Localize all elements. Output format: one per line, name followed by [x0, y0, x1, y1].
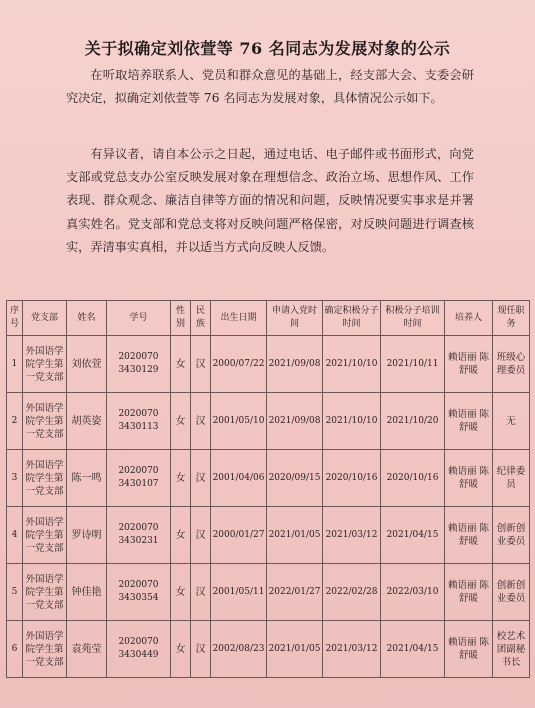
header-trainer: 培养人 [445, 301, 493, 336]
cell-trainer: 赖语丽 陈舒暖 [445, 450, 493, 507]
cell-apply: 2021/01/05 [267, 507, 323, 564]
cell-name: 陈一鸣 [67, 450, 107, 507]
cell-student-id: 2020070 3430113 [107, 393, 171, 450]
notice-title: 关于拟确定刘依萱等 76 名同志为发展对象的公示 [84, 39, 451, 58]
cell-training: 2021/04/15 [381, 621, 445, 678]
cell-trainer: 赖语丽 陈舒暖 [445, 507, 493, 564]
cell-position: 无 [493, 393, 530, 450]
cell-apply: 2020/09/15 [267, 450, 323, 507]
cell-ethnicity: 汉 [191, 393, 211, 450]
cell-seq: 1 [7, 336, 23, 393]
cell-dept: 外国语学院学生第一党支部 [23, 393, 67, 450]
header-student-id: 学号 [107, 301, 171, 336]
cell-ethnicity: 汉 [191, 564, 211, 621]
cell-position: 纪律委员 [493, 450, 530, 507]
cell-gender: 女 [171, 507, 191, 564]
cell-birth: 2000/01/27 [211, 507, 267, 564]
cell-training: 2022/03/10 [381, 564, 445, 621]
cell-name: 胡英姿 [67, 393, 107, 450]
table-header-row [7, 301, 530, 336]
cell-seq: 6 [7, 621, 23, 678]
cell-training: 2021/10/20 [381, 393, 445, 450]
table-row [7, 507, 530, 564]
header-training: 积极分子培训时间 [381, 301, 445, 336]
cell-position: 创新创业委员 [493, 564, 530, 621]
header-ethnicity: 民族 [191, 301, 211, 336]
cell-dept: 外国语学院学生第一党支部 [23, 450, 67, 507]
header-position: 现任职务 [493, 301, 530, 336]
cell-seq: 4 [7, 507, 23, 564]
cell-birth: 2000/07/22 [211, 336, 267, 393]
cell-student-id: 2020070 3430449 [107, 621, 171, 678]
cell-student-id: 2020070 3430354 [107, 564, 171, 621]
cell-training: 2021/04/15 [381, 507, 445, 564]
cell-apply: 2021/09/08 [267, 393, 323, 450]
cell-activist: 2021/03/12 [323, 621, 381, 678]
cell-student-id: 2020070 3430231 [107, 507, 171, 564]
table-row [7, 450, 530, 507]
cell-apply: 2021/01/05 [267, 621, 323, 678]
cell-activist: 2020/10/16 [323, 450, 381, 507]
cell-seq: 2 [7, 393, 23, 450]
cell-training: 2021/10/11 [381, 336, 445, 393]
cell-seq: 5 [7, 564, 23, 621]
table-row [7, 621, 530, 678]
candidate-table [6, 300, 530, 678]
cell-ethnicity: 汉 [191, 621, 211, 678]
cell-name: 刘依萱 [67, 336, 107, 393]
cell-dept: 外国语学院学生第一党支部 [23, 564, 67, 621]
header-apply: 申请入党时间 [267, 301, 323, 336]
cell-position: 创新创业委员 [493, 507, 530, 564]
cell-activist: 2021/10/10 [323, 393, 381, 450]
cell-birth: 2001/05/11 [211, 564, 267, 621]
table-row [7, 393, 530, 450]
cell-birth: 2001/04/06 [211, 450, 267, 507]
cell-position: 校艺术团副秘书长 [493, 621, 530, 678]
cell-ethnicity: 汉 [191, 336, 211, 393]
cell-dept: 外国语学院学生第一党支部 [23, 507, 67, 564]
cell-seq: 3 [7, 450, 23, 507]
cell-apply: 2022/01/27 [267, 564, 323, 621]
cell-activist: 2021/10/10 [323, 336, 381, 393]
cell-position: 班级心理委员 [493, 336, 530, 393]
cell-gender: 女 [171, 393, 191, 450]
cell-apply: 2021/09/08 [267, 336, 323, 393]
header-dept: 党支部 [23, 301, 67, 336]
cell-ethnicity: 汉 [191, 507, 211, 564]
cell-ethnicity: 汉 [191, 450, 211, 507]
table-row [7, 564, 530, 621]
cell-student-id: 2020070 3430107 [107, 450, 171, 507]
cell-dept: 外国语学院学生第一党支部 [23, 621, 67, 678]
header-gender: 性别 [171, 301, 191, 336]
header-activist: 确定积极分子时间 [323, 301, 381, 336]
notice-paragraph-objection: 有异议者，请自本公示之日起，通过电话、电子邮件或书面形式，向党支部或党总支办公室反映发展对象在理想信念、政治立场、思想作风、工作表现、群众观念、廉洁自律等方面的情况和问题，反映情况要实事求是并署真实姓名。党支部和党总支将对反映问题严格保密，对反映问题进行调查核实，弄清事实真相，并以适当方式向反映人反馈。 [66, 147, 474, 254]
cell-activist: 2022/02/28 [323, 564, 381, 621]
header-birth: 出生日期 [211, 301, 267, 336]
cell-dept: 外国语学院学生第一党支部 [23, 336, 67, 393]
cell-gender: 女 [171, 336, 191, 393]
cell-trainer: 赖语丽 陈舒暖 [445, 336, 493, 393]
cell-training: 2020/10/16 [381, 450, 445, 507]
header-name: 姓名 [67, 301, 107, 336]
cell-gender: 女 [171, 564, 191, 621]
cell-birth: 2002/08/23 [211, 621, 267, 678]
cell-gender: 女 [171, 450, 191, 507]
cell-trainer: 赖语丽 陈舒暖 [445, 621, 493, 678]
cell-student-id: 2020070 3430129 [107, 336, 171, 393]
table-row [7, 336, 530, 393]
cell-trainer: 赖语丽 陈舒暖 [445, 393, 493, 450]
cell-gender: 女 [171, 621, 191, 678]
notice-paragraph-intro: 在听取培养联系人、党员和群众意见的基础上，经支部大会、支委会研究决定，拟确定刘依萱等 76 名同志为发展对象，具体情况公示如下。 [66, 68, 474, 106]
cell-trainer: 赖语丽 陈舒暖 [445, 564, 493, 621]
cell-name: 钟佳艳 [67, 564, 107, 621]
cell-activist: 2021/03/12 [323, 507, 381, 564]
header-seq: 序号 [7, 301, 23, 336]
cell-name: 罗诗明 [67, 507, 107, 564]
cell-birth: 2001/05/10 [211, 393, 267, 450]
cell-name: 袁苑莹 [67, 621, 107, 678]
